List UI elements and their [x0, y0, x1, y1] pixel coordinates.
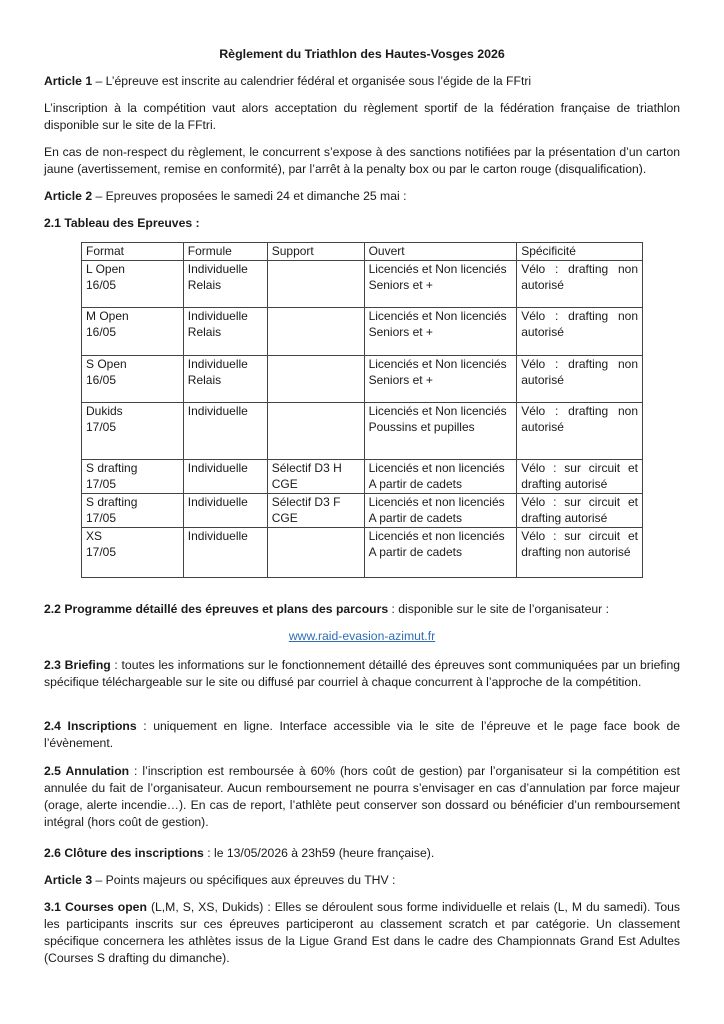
- ouvert: Licenciés et Non licenciés: [368, 356, 507, 371]
- article-2-label: Article 2: [44, 189, 93, 203]
- section-3-1: [44, 899, 680, 967]
- support: CGE: [271, 511, 298, 525]
- formule: Relais: [187, 373, 222, 387]
- section-2-5-label: 2.5 Annulation: [44, 764, 130, 778]
- format: S drafting: [86, 460, 138, 475]
- epreuves-table: [81, 242, 643, 578]
- header-ouvert: Ouvert: [364, 243, 517, 261]
- section-2-4-label: 2.4 Inscriptions: [44, 719, 137, 733]
- section-2-2: [44, 601, 680, 618]
- ouvert: A partir de cadets: [368, 477, 462, 491]
- section-2-3-text: : toutes les informations sur le fonctionnement détaillé des épreuves sont communiquées par un briefing spécifique téléchargeable sur le site ou diffusé par courriel à chaque concurrent à l’approche de la compétition.: [44, 658, 680, 689]
- section-2-3-label: 2.3 Briefing: [44, 658, 111, 672]
- format: Dukids: [86, 403, 123, 418]
- specificite: Vélo : drafting non autorisé: [517, 307, 643, 355]
- section-2-4: [44, 718, 680, 752]
- formule: Individuelle: [187, 261, 248, 276]
- article-1: [44, 73, 680, 90]
- section-2-2-label: 2.2 Programme détaillé des épreuves et plans des parcours: [44, 602, 389, 616]
- header-formule: Formule: [183, 243, 267, 261]
- table-header-row: [82, 243, 643, 261]
- table-row: [82, 527, 643, 577]
- support: Sélectif D3 H: [271, 460, 342, 475]
- specificite: Vélo : drafting non autorisé: [517, 260, 643, 307]
- date: 16/05: [86, 325, 117, 339]
- formule: Individuelle: [187, 403, 248, 418]
- ouvert: Seniors et +: [368, 278, 433, 292]
- article-1-label: Article 1: [44, 74, 93, 88]
- section-2-6: [44, 845, 680, 862]
- date: 17/05: [86, 420, 117, 434]
- table-row: [82, 260, 643, 307]
- ouvert: Seniors et +: [368, 373, 433, 387]
- formule: Individuelle: [187, 460, 248, 475]
- organizer-link-wrap: [44, 628, 680, 645]
- support: CGE: [271, 477, 298, 491]
- ouvert: Poussins et pupilles: [368, 420, 475, 434]
- section-3-1-text: (L,M, S, XS, Dukids) : Elles se déroulent sous forme individuelle et relais (L, M du samedi). Tous les participants inscrits sur ces épreuves participeront au classement scratch et par catégorie. Un classement spécifique concernera les athlètes issus de la Ligue Grand Est dans le cadre des Championnats Grand Est Adultes (Courses S drafting du dimanche).: [44, 900, 680, 965]
- date: 16/05: [86, 278, 117, 292]
- specificite: Vélo : drafting non autorisé: [517, 402, 643, 459]
- specificite: Vélo : sur circuit et drafting autorisé: [517, 459, 643, 493]
- article-1-paragraph-2: L’inscription à la compétition vaut alors acceptation du règlement sportif de la fédération française de triathlon disponible sur le site de la FFtri.: [44, 101, 680, 132]
- section-2-1-heading: [44, 215, 680, 232]
- ouvert: Licenciés et Non licenciés: [368, 261, 507, 276]
- support: Sélectif D3 F: [271, 494, 341, 509]
- header-format: Format: [82, 243, 184, 261]
- organizer-website-link[interactable]: www.raid-evasion-azimut.fr: [288, 629, 436, 643]
- date: 17/05: [86, 477, 117, 491]
- support: [267, 527, 364, 577]
- table-row: [82, 493, 643, 527]
- article-1-paragraph-3: En cas de non-respect du règlement, le concurrent s’expose à des sanctions notifiées par la présentation d’un carton jaune (avertissement, remise en conformité), par l’arrêt à la penalty box ou par le carton rouge (disqualification).: [44, 145, 680, 176]
- article-2: [44, 188, 680, 205]
- section-2-4-text: : uniquement en ligne. Interface accessible via le site de l’épreuve et le page face book de l’évènement.: [44, 719, 680, 750]
- formule: Relais: [187, 278, 222, 292]
- table-row: [82, 355, 643, 402]
- support: [267, 307, 364, 355]
- format: S drafting: [86, 494, 138, 509]
- section-2-3: [44, 657, 680, 691]
- section-3-1-label: 3.1 Courses open: [44, 900, 147, 914]
- formule: Relais: [187, 325, 222, 339]
- section-2-6-text: : le 13/05/2026 à 23h59 (heure française).: [203, 846, 435, 860]
- ouvert: Licenciés et non licenciés: [368, 528, 505, 543]
- specificite: Vélo : drafting non autorisé: [517, 355, 643, 402]
- section-2-2-text: : disponible sur le site de l’organisateur :: [388, 602, 609, 616]
- format: L Open: [86, 261, 125, 276]
- article-3-text: – Points majeurs ou spécifiques aux épreuves du THV :: [92, 873, 396, 887]
- ouvert: A partir de cadets: [368, 545, 462, 559]
- header-specificite: Spécificité: [517, 243, 643, 261]
- table-row: [82, 459, 643, 493]
- ouvert: Licenciés et Non licenciés: [368, 403, 507, 418]
- ouvert: Seniors et +: [368, 325, 433, 339]
- format: XS: [86, 528, 103, 543]
- format: M Open: [86, 308, 129, 323]
- formule: Individuelle: [187, 356, 248, 371]
- support: [267, 402, 364, 459]
- article-3: [44, 872, 680, 889]
- ouvert: Licenciés et non licenciés: [368, 460, 505, 475]
- formule: Individuelle: [187, 494, 248, 509]
- article-3-label: Article 3: [44, 873, 93, 887]
- formule: Individuelle: [187, 528, 248, 543]
- specificite: Vélo : sur circuit et drafting non autorisé: [517, 527, 643, 577]
- header-support: Support: [267, 243, 364, 261]
- table-row: [82, 402, 643, 459]
- date: 17/05: [86, 545, 117, 559]
- ouvert: A partir de cadets: [368, 511, 462, 525]
- section-2-6-label: 2.6 Clôture des inscriptions: [44, 846, 204, 860]
- section-2-5-text: : l’inscription est remboursée à 60% (hors coût de gestion) par l’organisateur si la compétition est annulée du fait de l’organisateur. Aucun remboursement ne pourra s’envisager en cas d’annulation par force majeur (orage, alerte incendie…). En cas de report, l’athlète peut conserver son dossard ou bénéficier d’un remboursement intégral (hors coût de gestion).: [44, 764, 680, 829]
- article-2-text: – Epreuves proposées le samedi 24 et dimanche 25 mai :: [92, 189, 407, 203]
- ouvert: Licenciés et non licenciés: [368, 494, 505, 509]
- specificite: Vélo : sur circuit et drafting autorisé: [517, 493, 643, 527]
- formule: Individuelle: [187, 308, 248, 323]
- table-row: [82, 307, 643, 355]
- date: 17/05: [86, 511, 117, 525]
- support: [267, 355, 364, 402]
- ouvert: Licenciés et Non licenciés: [368, 308, 507, 323]
- section-2-1-label: 2.1 Tableau des Epreuves :: [44, 216, 200, 230]
- article-1-text: – L’épreuve est inscrite au calendrier fédéral et organisée sous l’égide de la FFtri: [92, 74, 532, 88]
- support: [267, 260, 364, 307]
- section-2-5: [44, 763, 680, 831]
- date: 16/05: [86, 373, 117, 387]
- format: S Open: [86, 356, 127, 371]
- document-title: Règlement du Triathlon des Hautes-Vosges 2026: [219, 47, 505, 61]
